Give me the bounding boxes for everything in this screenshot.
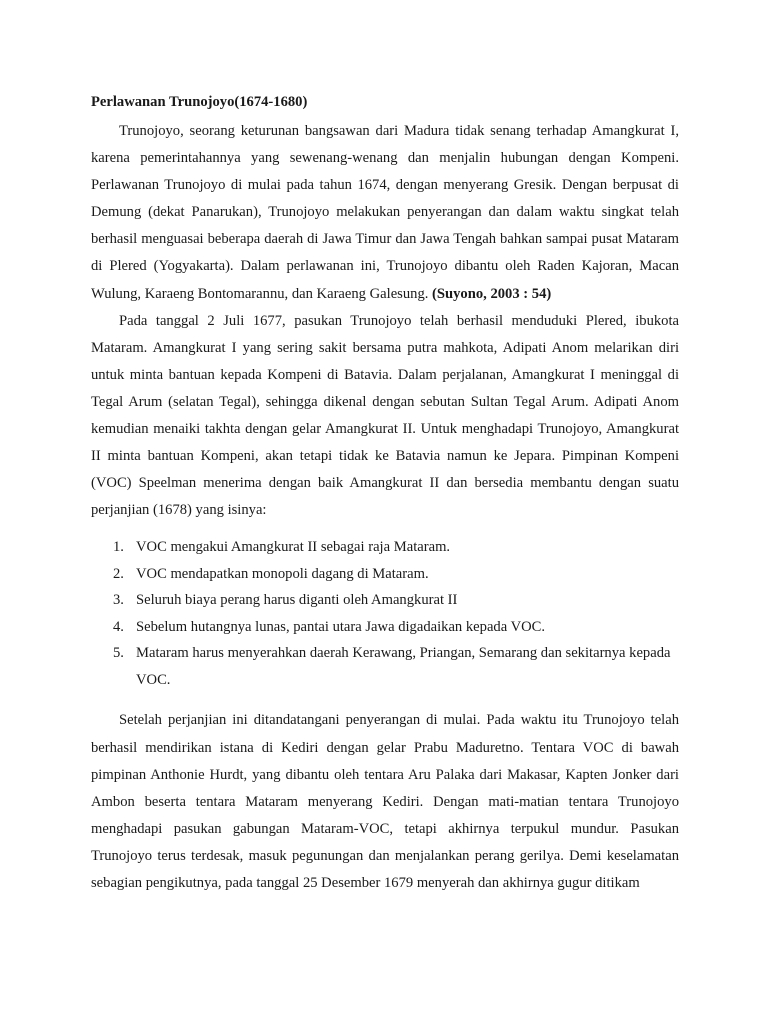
list-item-text: Sebelum hutangnya lunas, pantai utara Jawa digadaikan kepada VOC. <box>136 618 546 635</box>
list-item-text: Seluruh biaya perang harus diganti oleh Amangkurat II <box>136 592 458 609</box>
list-item <box>91 587 679 614</box>
list-item <box>91 640 679 693</box>
list-item-text: VOC mengakui Amangkurat II sebagai raja Mataram. <box>136 539 451 556</box>
treaty-list <box>91 534 679 693</box>
paragraph-1 <box>91 118 679 308</box>
paragraph-3: Setelah perjanjian ini ditandatangani penyerangan di mulai. Pada waktu itu Trunojoyo telah berhasil mendirikan istana di Kediri dengan gelar Prabu Maduretno. Tentara VOC di bawah pimpinan Anthonie Hurdt, yang dibantu oleh tentara Aru Palaka dari Makasar, Kapten Jonker dari Ambon beserta tentara Mataram menyerang Kediri. Dengan mati-matian tentara Trunojoyo menghadapi pasukan gabungan Mataram-VOC, tetapi akhirnya terpukul mundur. Pasukan Trunojoyo terus terdesak, masuk pegunungan dan menjalankan perang gerilya. Demi keselamatan sebagian pengikutnya, pada tanggal 25 Desember 1679 menyerah dan akhirnya gugur ditikam <box>91 712 679 891</box>
list-item-number: 4. <box>113 618 124 635</box>
paragraph-1-text: Trunojoyo, seorang keturunan bangsawan dari Madura tidak senang terhadap Amangkurat I, karena pemerintahannya yang sewenang-wenang dan menjalin hubungan dengan Kompeni. Perlawanan Trunojoyo di mulai pada tahun 1674, dengan menyerang Gresik. Dengan berpusat di Demung (dekat Panarukan), Trunojoyo melakukan penyerangan dan dalam waktu singkat telah berhasil menguasai beberapa daerah di Jawa Timur dan Jawa Tengah bahkan sampai pusat Mataram di Plered (Yogyakarta). Dalam perlawanan ini, Trunojoyo dibantu oleh Raden Kajoran, Macan Wulung, Karaeng Bontomarannu, dan Karaeng Galesung. <box>91 123 679 302</box>
paragraph-2: Pada tanggal 2 Juli 1677, pasukan Trunojoyo telah berhasil menduduki Plered, ibukota Mataram. Amangkurat I yang sering sakit bersama putra mahkota, Adipati Anom melarikan diri untuk minta bantuan kepada Kompeni di Batavia. Dalam perjalanan, Amangkurat I meninggal di Tegal Arum (selatan Tegal), sehingga dikenal dengan sebutan Sultan Tegal Arum. Adipati Anom kemudian menaiki takhta dengan gelar Amangkurat II. Untuk menghadapi Trunojoyo, Amangkurat II minta bantuan Kompeni, akan tetapi tidak ke Batavia namun ke Jepara. Pimpinan Kompeni (VOC) Speelman menerima dengan baik Amangkurat II dan bersedia membantu dengan suatu perjanjian (1678) yang isinya: <box>91 312 679 519</box>
list-item-number: 1. <box>113 539 124 556</box>
list-item-number: 2. <box>113 565 124 582</box>
citation: (Suyono, 2003 : 54) <box>432 285 552 302</box>
list-item <box>91 561 679 588</box>
list-item-number: 3. <box>113 592 124 609</box>
list-item-text: VOC mendapatkan monopoli dagang di Mataram. <box>136 565 429 582</box>
list-item <box>91 614 679 641</box>
list-item <box>91 534 679 561</box>
section-title: Perlawanan Trunojoyo(1674-1680) <box>91 94 308 110</box>
document-page <box>91 90 679 897</box>
list-item-text: Mataram harus menyerahkan daerah Kerawang, Priangan, Semarang dan sekitarnya kepada VOC. <box>136 645 671 688</box>
list-item-number: 5. <box>113 645 124 662</box>
